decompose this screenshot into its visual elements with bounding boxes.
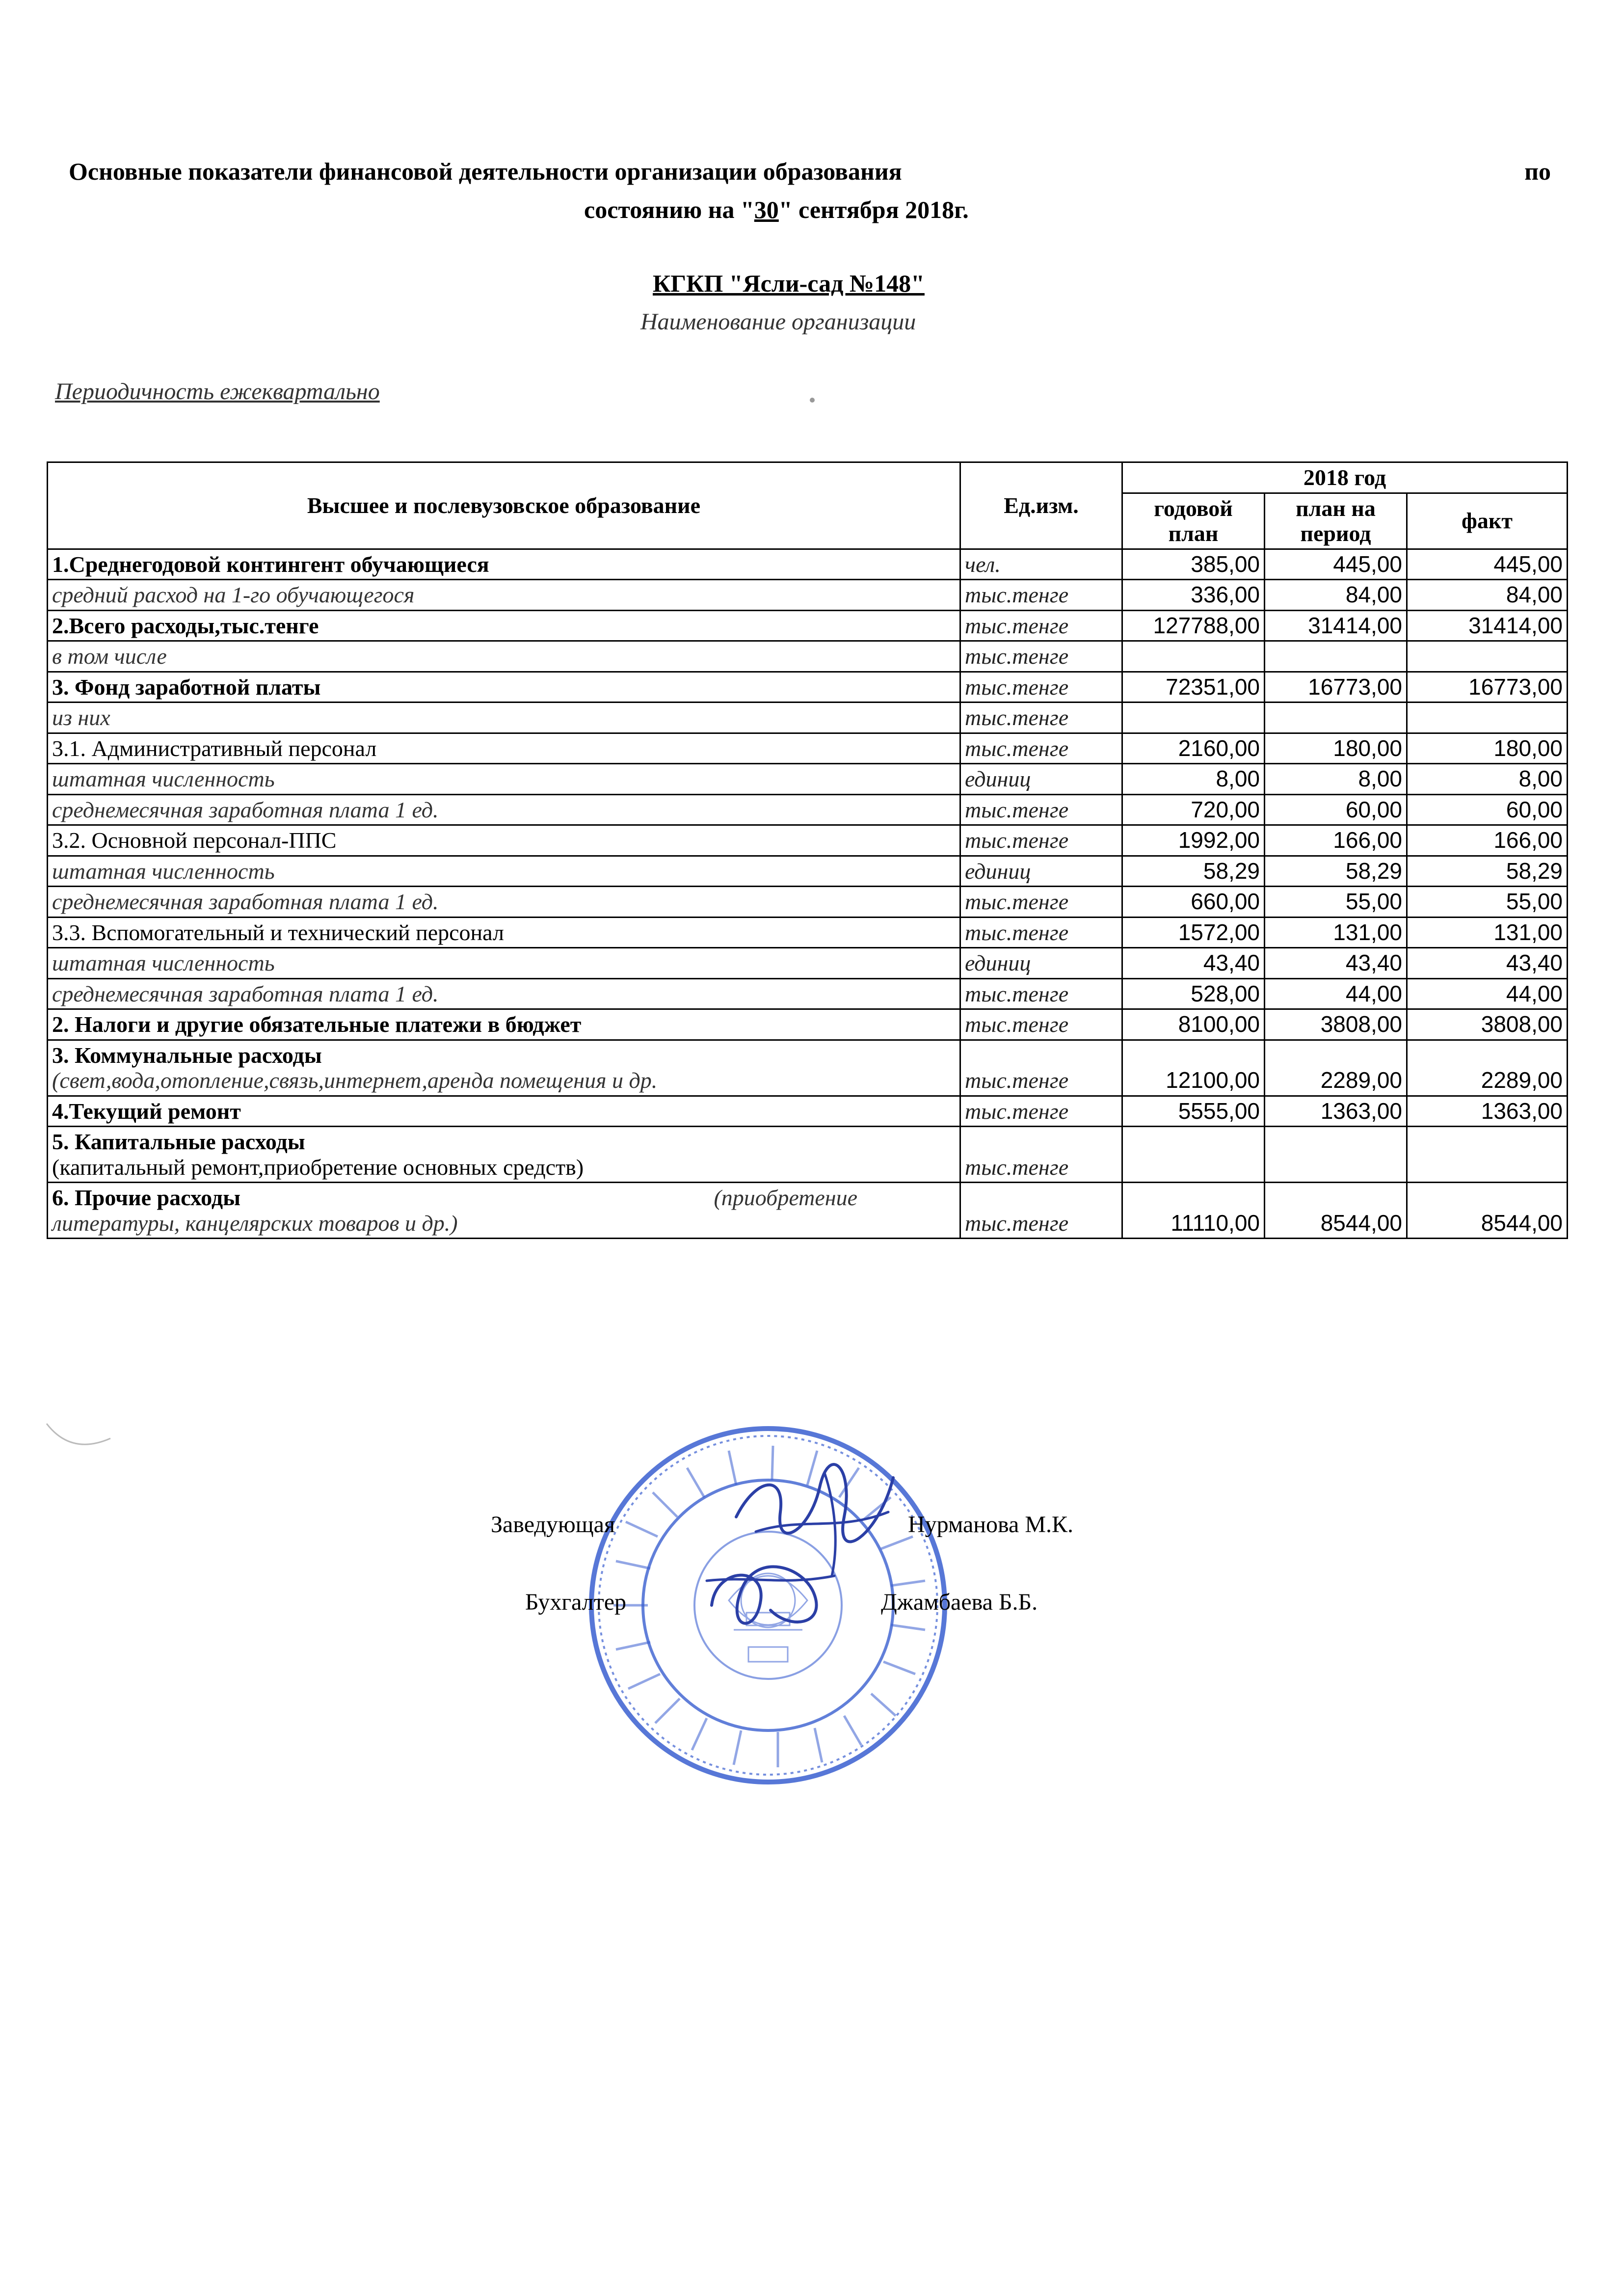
title-po: по — [1524, 158, 1551, 185]
row-period: 8,00 — [1265, 764, 1407, 795]
row-label-group — [48, 1127, 960, 1183]
row-unit: единиц — [960, 948, 1122, 979]
row-annual: 5555,00 — [1122, 1096, 1265, 1127]
header-fact: факт — [1407, 493, 1568, 549]
row-fact: 31414,00 — [1407, 610, 1568, 641]
table-row — [48, 978, 1568, 1009]
row-period — [1265, 641, 1407, 672]
row-label: 3. Коммунальные расходы — [52, 1042, 322, 1068]
row-label: 3.3. Вспомогательный и технический персонал — [48, 917, 960, 948]
row-label: 3.2. Основной персонал-ППС — [48, 825, 960, 856]
row-unit: тыс.тенге — [960, 917, 1122, 948]
row-fact: 60,00 — [1407, 794, 1568, 825]
header-year: 2018 год — [1122, 462, 1568, 493]
row-label: штатная численность — [48, 764, 960, 795]
row-unit: единиц — [960, 856, 1122, 887]
table-row — [48, 1096, 1568, 1127]
row-label: 2. Налоги и другие обязательные платежи в бюджет — [48, 1009, 960, 1040]
accountant-role: Бухгалтер — [525, 1589, 627, 1615]
row-fact — [1407, 702, 1568, 733]
row-period: 131,00 — [1265, 917, 1407, 948]
row-annual: 1992,00 — [1122, 825, 1265, 856]
row-annual: 58,29 — [1122, 856, 1265, 887]
table-row — [48, 887, 1568, 918]
row-fact: 8,00 — [1407, 764, 1568, 795]
table-row — [48, 549, 1568, 580]
row-period — [1265, 1127, 1407, 1183]
row-unit: тыс.тенге — [960, 580, 1122, 611]
title-line2-suffix: " сентября 2018г. — [778, 196, 969, 223]
row-unit: тыс.тенге — [960, 1183, 1122, 1239]
row-period: 166,00 — [1265, 825, 1407, 856]
row-label: в том числе — [48, 641, 960, 672]
row-annual — [1122, 702, 1265, 733]
row-annual: 2160,00 — [1122, 733, 1265, 764]
row-label: 3. Фонд заработной платы — [48, 672, 960, 702]
row-annual: 1572,00 — [1122, 917, 1265, 948]
row-fact: 16773,00 — [1407, 672, 1568, 702]
row-label: среднемесячная заработная плата 1 ед. — [48, 887, 960, 918]
row-label: 4.Текущий ремонт — [48, 1096, 960, 1127]
row-label: средний расход на 1-го обучающегося — [48, 580, 960, 611]
row-annual — [1122, 1127, 1265, 1183]
row-note: (приобретение — [714, 1185, 857, 1211]
row-label: среднемесячная заработная плата 1 ед. — [48, 978, 960, 1009]
row-fact: 55,00 — [1407, 887, 1568, 918]
row-unit: тыс.тенге — [960, 672, 1122, 702]
row-period: 8544,00 — [1265, 1183, 1407, 1239]
scan-speck — [810, 398, 815, 403]
table-row — [48, 672, 1568, 702]
row-unit: тыс.тенге — [960, 702, 1122, 733]
financial-table — [47, 461, 1568, 1239]
periodicity: Периодичность ежеквартально — [55, 378, 380, 405]
row-label: 1.Среднегодовой контингент обучающиеся — [48, 549, 960, 580]
accountant-name: Джамбаева Б.Б. — [881, 1589, 1038, 1615]
row-annual: 127788,00 — [1122, 610, 1265, 641]
document-title — [69, 157, 1551, 186]
row-annual: 72351,00 — [1122, 672, 1265, 702]
table-row — [48, 1040, 1568, 1096]
row-period: 84,00 — [1265, 580, 1407, 611]
document-date-line — [584, 195, 969, 224]
table-row — [48, 1009, 1568, 1040]
row-period: 43,40 — [1265, 948, 1407, 979]
row-period: 445,00 — [1265, 549, 1407, 580]
row-fact: 1363,00 — [1407, 1096, 1568, 1127]
row-label: среднемесячная заработная плата 1 ед. — [48, 794, 960, 825]
table-row — [48, 917, 1568, 948]
row-unit: тыс.тенге — [960, 887, 1122, 918]
row-unit: тыс.тенге — [960, 794, 1122, 825]
header-period-plan: план на период — [1265, 493, 1407, 549]
header-unit: Ед.изм. — [960, 462, 1122, 549]
row-period: 44,00 — [1265, 978, 1407, 1009]
row-label: из них — [48, 702, 960, 733]
row-fact: 44,00 — [1407, 978, 1568, 1009]
row-period: 58,29 — [1265, 856, 1407, 887]
table-row — [48, 856, 1568, 887]
row-annual: 12100,00 — [1122, 1040, 1265, 1096]
row-label: 2.Всего расходы,тыс.тенге — [48, 610, 960, 641]
row-annual: 8,00 — [1122, 764, 1265, 795]
title-day: 30 — [754, 196, 779, 223]
row-unit: тыс.тенге — [960, 1040, 1122, 1096]
head-name: Нурманова М.К. — [908, 1512, 1074, 1538]
row-period: 2289,00 — [1265, 1040, 1407, 1096]
table-row — [48, 825, 1568, 856]
row-period: 1363,00 — [1265, 1096, 1407, 1127]
table-row — [48, 794, 1568, 825]
title-line1: Основные показатели финансовой деятельности организации образования — [69, 158, 902, 185]
row-label-group — [48, 1040, 960, 1096]
row-unit: тыс.тенге — [960, 825, 1122, 856]
row-sublabel: (свет,вода,отопление,связь,интернет,аренда помещения и др. — [52, 1068, 658, 1093]
row-period: 16773,00 — [1265, 672, 1407, 702]
row-fact: 2289,00 — [1407, 1040, 1568, 1096]
row-period: 60,00 — [1265, 794, 1407, 825]
row-fact: 8544,00 — [1407, 1183, 1568, 1239]
row-annual: 43,40 — [1122, 948, 1265, 979]
row-period: 3808,00 — [1265, 1009, 1407, 1040]
row-annual: 11110,00 — [1122, 1183, 1265, 1239]
row-period: 31414,00 — [1265, 610, 1407, 641]
row-unit: тыс.тенге — [960, 1096, 1122, 1127]
row-period: 55,00 — [1265, 887, 1407, 918]
row-sublabel: литературы, канцелярских товаров и др.) — [52, 1210, 458, 1236]
row-annual: 528,00 — [1122, 978, 1265, 1009]
row-label: штатная численность — [48, 856, 960, 887]
row-label: штатная численность — [48, 948, 960, 979]
row-fact: 3808,00 — [1407, 1009, 1568, 1040]
row-unit: единиц — [960, 764, 1122, 795]
table-row — [48, 1183, 1568, 1239]
row-label: 5. Капитальные расходы — [52, 1129, 305, 1155]
accountant-signature — [697, 1546, 844, 1645]
row-annual: 385,00 — [1122, 549, 1265, 580]
row-fact: 84,00 — [1407, 580, 1568, 611]
organization-label: Наименование организации — [640, 309, 916, 335]
table-row — [48, 764, 1568, 795]
row-period: 180,00 — [1265, 733, 1407, 764]
row-unit: тыс.тенге — [960, 978, 1122, 1009]
row-label: 3.1. Административный персонал — [48, 733, 960, 764]
table-row — [48, 733, 1568, 764]
row-fact — [1407, 1127, 1568, 1183]
row-unit: тыс.тенге — [960, 733, 1122, 764]
row-unit: чел. — [960, 549, 1122, 580]
title-line2-prefix: состоянию на " — [584, 196, 754, 223]
row-fact: 180,00 — [1407, 733, 1568, 764]
row-unit: тыс.тенге — [960, 1127, 1122, 1183]
row-unit: тыс.тенге — [960, 641, 1122, 672]
table-row — [48, 610, 1568, 641]
header-category: Высшее и послевузовское образование — [48, 462, 960, 549]
row-sublabel: (капитальный ремонт,приобретение основных средств) — [52, 1154, 584, 1180]
row-annual: 660,00 — [1122, 887, 1265, 918]
row-annual: 336,00 — [1122, 580, 1265, 611]
table-row — [48, 1127, 1568, 1183]
table-row — [48, 702, 1568, 733]
row-label-group — [48, 1183, 960, 1239]
row-unit: тыс.тенге — [960, 610, 1122, 641]
row-fact — [1407, 641, 1568, 672]
head-role: Заведующая — [491, 1512, 615, 1538]
organization-name: КГКП "Ясли-сад №148" — [653, 270, 925, 297]
table-row — [48, 641, 1568, 672]
row-annual: 720,00 — [1122, 794, 1265, 825]
scan-arc-mark — [42, 1419, 115, 1458]
table-row — [48, 948, 1568, 979]
row-unit: тыс.тенге — [960, 1009, 1122, 1040]
row-annual: 8100,00 — [1122, 1009, 1265, 1040]
header-annual-plan: годовой план — [1122, 493, 1265, 549]
table-row — [48, 580, 1568, 611]
row-annual — [1122, 641, 1265, 672]
row-period — [1265, 702, 1407, 733]
row-fact: 58,29 — [1407, 856, 1568, 887]
row-fact: 166,00 — [1407, 825, 1568, 856]
row-label: 6. Прочие расходы — [52, 1185, 241, 1211]
row-fact: 131,00 — [1407, 917, 1568, 948]
row-fact: 445,00 — [1407, 549, 1568, 580]
row-fact: 43,40 — [1407, 948, 1568, 979]
